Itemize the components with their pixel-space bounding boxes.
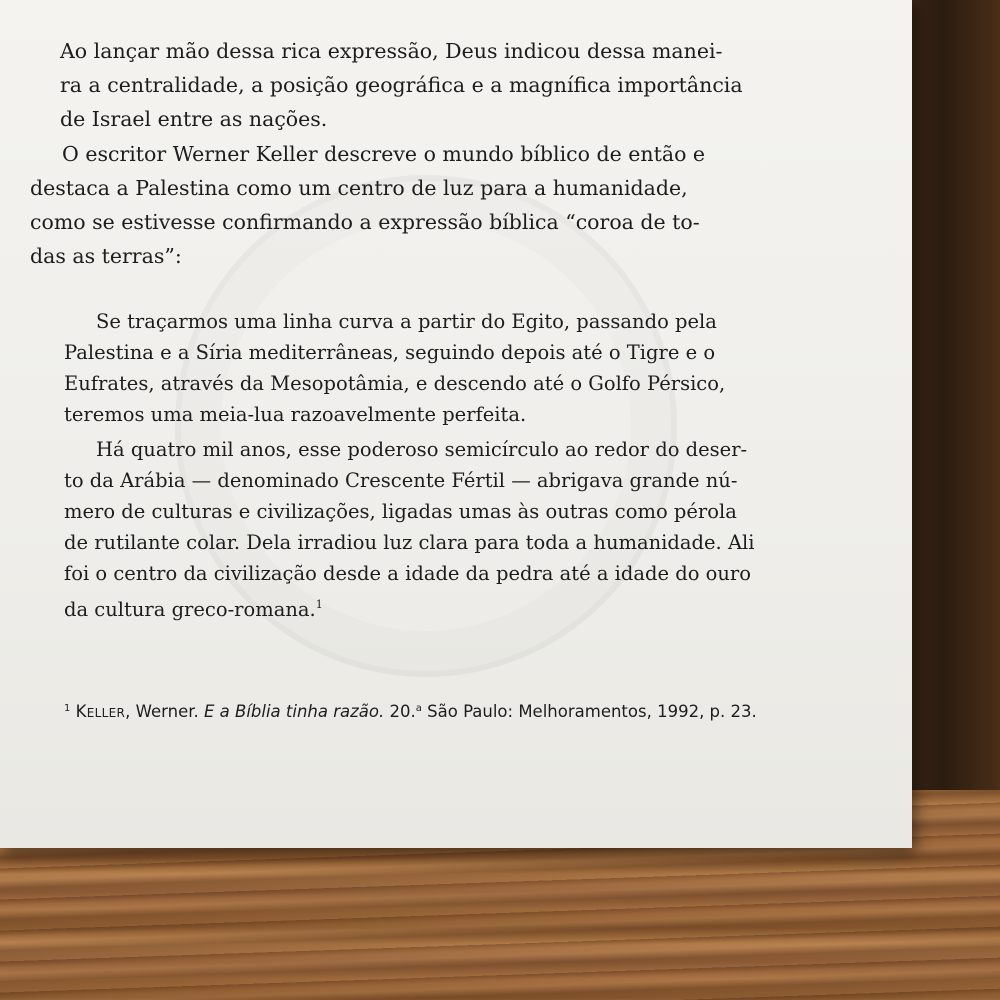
- quote-line: foi o centro da civilização desde a idade da pedra até a idade do ouro: [64, 562, 751, 585]
- paragraph-line: de Israel entre as nações.: [60, 107, 328, 131]
- footnote-reference[interactable]: 1: [315, 598, 323, 611]
- footnote-number: 1: [64, 703, 71, 714]
- quote-line: Palestina e a Síria mediterrâneas, seguindo depois até o Tigre e o: [64, 341, 716, 364]
- paragraph-line: destaca a Palestina como um centro de luz para a humanidade,: [30, 176, 688, 200]
- footnote-publication: São Paulo: Melhoramentos, 1992, p. 23.: [427, 702, 757, 721]
- paragraph-line: como se estivesse confirmando a expressão bíblica “coroa de to-: [30, 210, 700, 234]
- footnote: [64, 702, 757, 721]
- footnote-author-rest: , Werner.: [125, 702, 199, 721]
- footnote-author-surname: Keller: [75, 702, 126, 721]
- quote-line: mero de culturas e civilizações, ligadas umas às outras como pérola: [64, 500, 737, 523]
- quote-line: da cultura greco-romana.: [64, 598, 316, 621]
- footnote-title: E a Bíblia tinha razão.: [203, 702, 385, 721]
- paragraph-1: [60, 34, 743, 136]
- paragraph-line: O escritor Werner Keller descreve o mundo bíblico de então e: [62, 142, 706, 166]
- quote-line: de rutilante colar. Dela irradiou luz clara para toda a humanidade. Ali: [64, 531, 755, 554]
- quote-line: Se traçarmos uma linha curva a partir do Egito, passando pela: [96, 310, 717, 333]
- paragraph-line: ra a centralidade, a posição geográfica e a magnífica importância: [60, 73, 743, 97]
- quote-line: Há quatro mil anos, esse poderoso semicírculo ao redor do deser-: [96, 438, 748, 461]
- paragraph-line: das as terras”:: [30, 244, 182, 268]
- footnote-edition-number: 20.: [389, 702, 416, 721]
- block-quote-2: [64, 434, 755, 625]
- paragraph-line: Ao lançar mão dessa rica expressão, Deus indicou dessa manei-: [60, 39, 723, 63]
- quote-line: teremos uma meia-lua razoavelmente perfeita.: [64, 403, 527, 426]
- paragraph-2: [30, 137, 705, 273]
- quote-line: to da Arábia — denominado Crescente Fértil — abrigava grande nú-: [64, 469, 738, 492]
- book-edge-shadow: [905, 0, 1000, 790]
- block-quote-1: [64, 306, 725, 430]
- quote-last-line: [64, 589, 755, 625]
- quote-line: Eufrates, através da Mesopotâmia, e descendo até o Golfo Pérsico,: [64, 372, 726, 395]
- footnote-edition-sup: a: [415, 703, 422, 714]
